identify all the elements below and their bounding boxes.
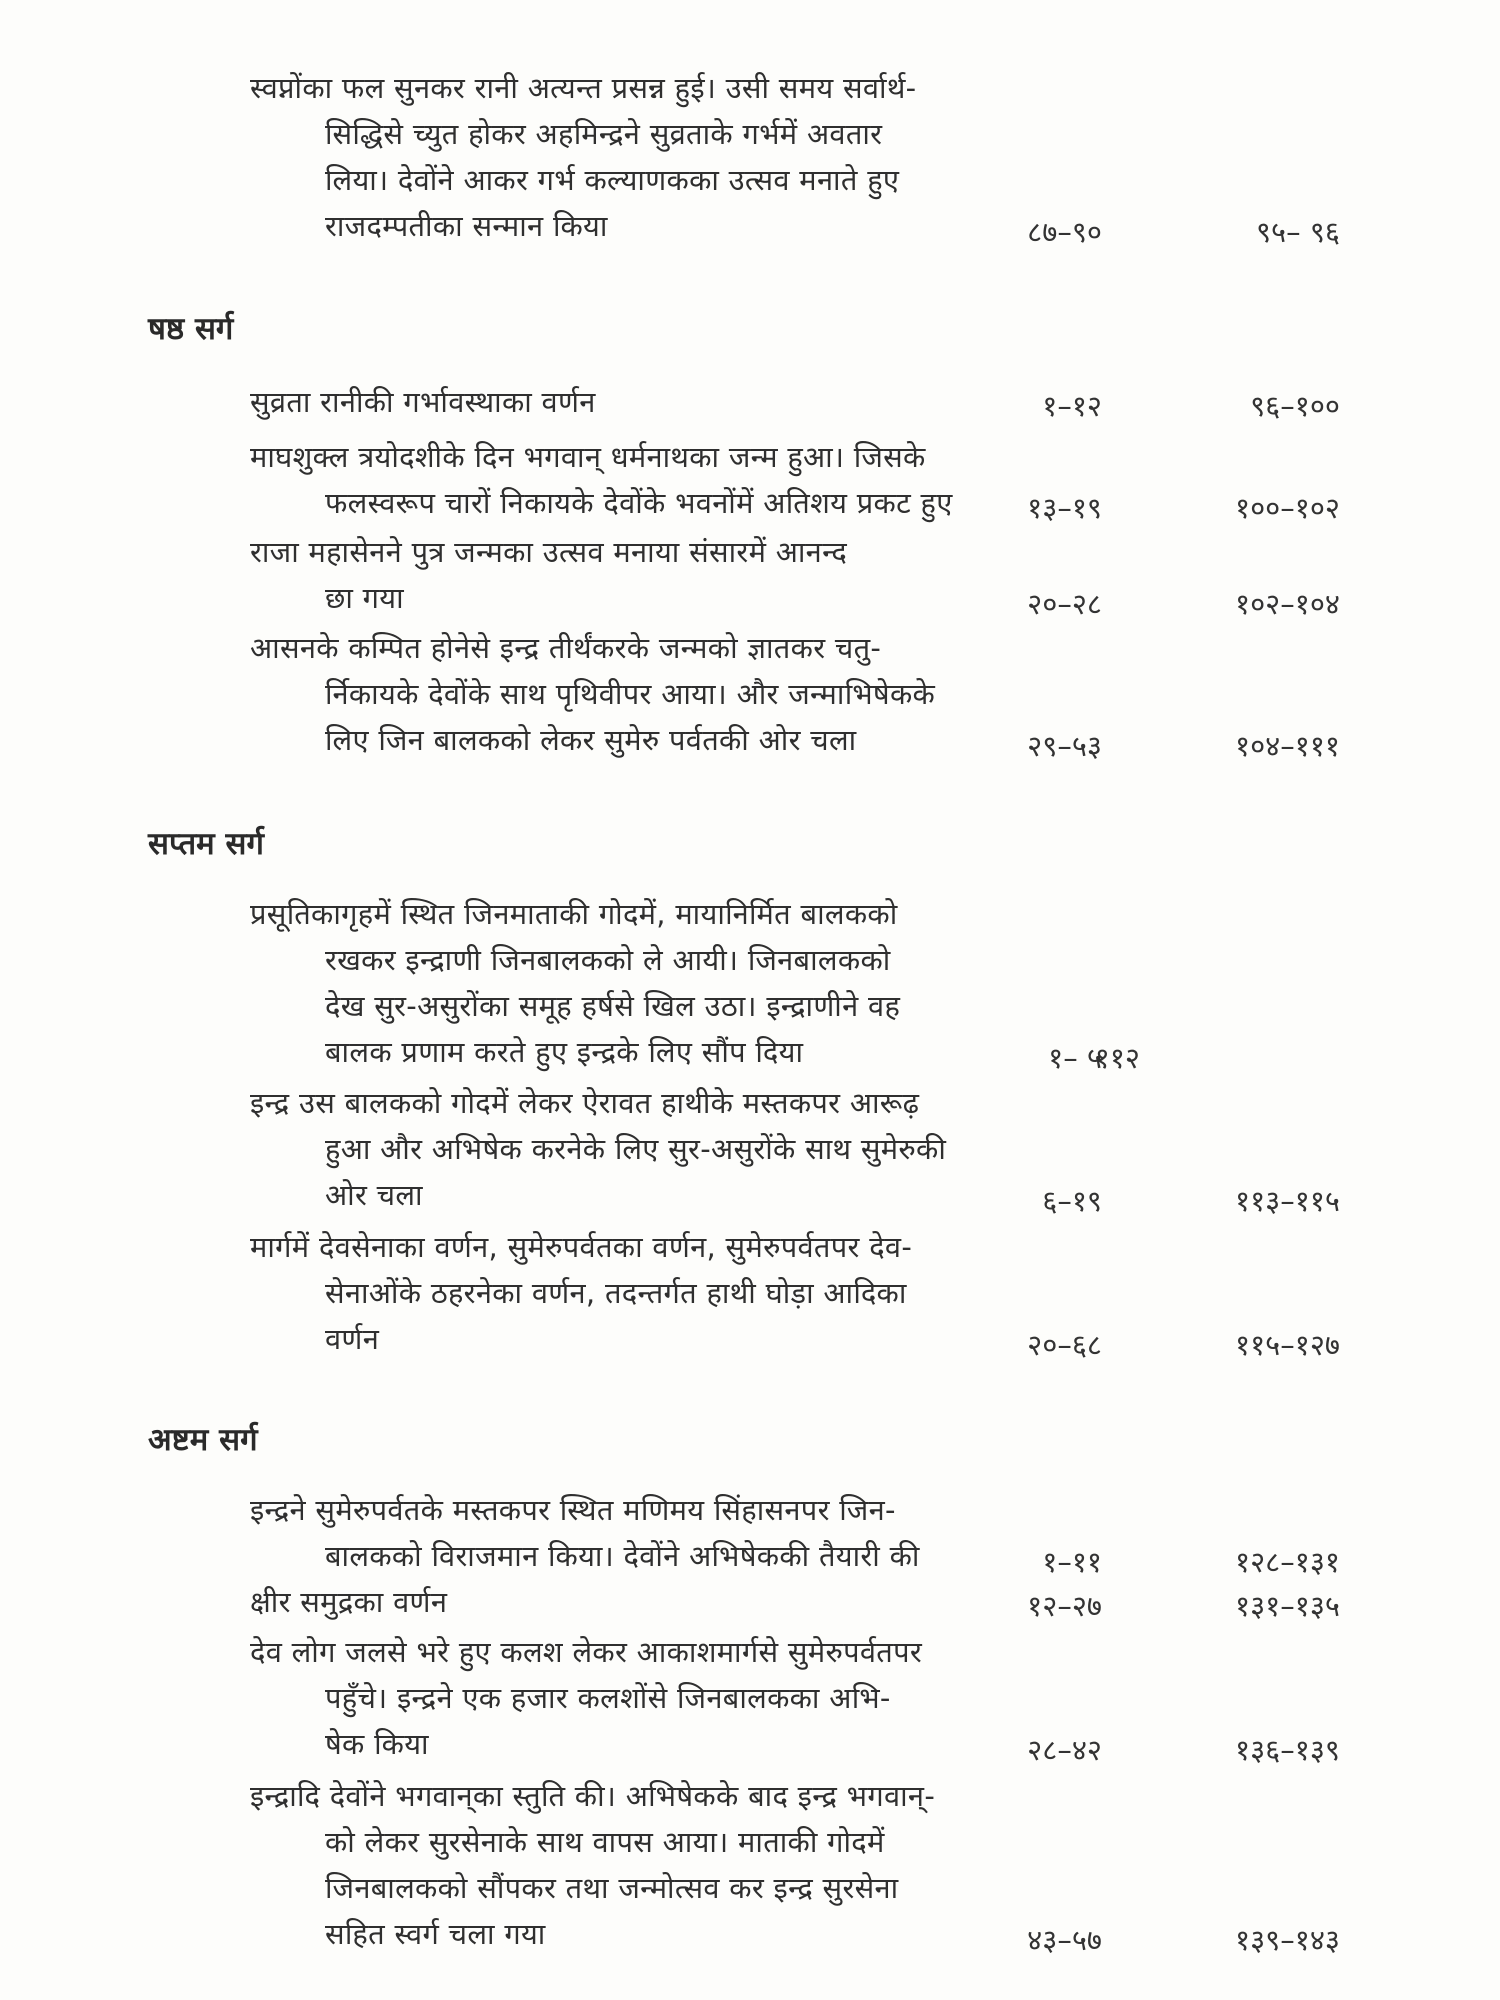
verse-range: ६–१९ <box>1042 1184 1102 1218</box>
page-range: १३१–१३५ <box>1235 1589 1340 1623</box>
section-heading: अष्टम सर्ग <box>148 1422 258 1458</box>
entry-text-line: षेक किया <box>325 1727 429 1761</box>
entry-text-line: लिया। देवोंने आकर गर्भ कल्याणकका उत्सव मनाते हुए <box>325 163 900 197</box>
entry-text-line: राजा महासेनने पुत्र जन्मका उत्सव मनाया संसारमें आनन्द <box>250 535 848 569</box>
section-heading: सप्तम सर्ग <box>148 826 264 862</box>
entry-text-line: वर्णन <box>325 1322 380 1356</box>
entry-text-line: देव लोग जलसे भरे हुए कलश लेकर आकाशमार्गसे सुमेरुपर्वतपर <box>250 1635 923 1669</box>
page-range: ९५– ९६ <box>1255 215 1340 249</box>
entry-text-line: पहुँचे। इन्द्रने एक हजार कलशोंसे जिनबालकका अभि- <box>325 1681 891 1715</box>
entry-text-line: ओर चला <box>325 1178 423 1212</box>
verse-range: ८७–९० <box>1027 215 1102 249</box>
entry-text-line: रखकर इन्द्राणी जिनबालकको ले आयी। जिनबालकको <box>325 943 891 977</box>
entry-text-line: सेनाओंके ठहरनेका वर्णन, तदन्तर्गत हाथी घोड़ा आदिका <box>325 1276 907 1310</box>
entry-text-line: देख सुर-असुरोंका समूह हर्षसे खिल उठा। इन्द्राणीने वह <box>325 989 901 1023</box>
entry-text-line: माघशुक्ल त्रयोदशीके दिन भगवान् धर्मनाथका जन्म हुआ। जिसके <box>250 440 926 474</box>
entry-text-line: स्वप्नोंका फल सुनकर रानी अत्यन्त प्रसन्न हुई। उसी समय सर्वार्थ- <box>250 71 917 105</box>
entry-text-line: आसनके कम्पित होनेसे इन्द्र तीर्थंकरके जन्मको ज्ञातकर चतु- <box>250 631 882 665</box>
entry-text-line: को लेकर सुरसेनाके साथ वापस आया। माताकी गोदमें <box>325 1825 885 1859</box>
verse-range: १– ५ <box>1048 1041 1102 1075</box>
entry-text-line: छा गया <box>325 581 404 615</box>
entry-text-line: इन्द्र उस बालकको गोदमें लेकर ऐरावत हाथीके मस्तकपर आरूढ़ <box>250 1086 920 1120</box>
entry-text-line: हुआ और अभिषेक करनेके लिए सुर-असुरोंके साथ सुमेरुकी <box>325 1132 947 1166</box>
verse-range: २०–६८ <box>1027 1328 1102 1362</box>
entry-text-line: बालक प्रणाम करते हुए इन्द्रके लिए सौंप दिया <box>325 1035 804 1069</box>
page-range: १३६–१३९ <box>1235 1733 1340 1767</box>
page-range: १००–१०२ <box>1235 491 1340 525</box>
page-range: १२८–१३१ <box>1235 1545 1340 1579</box>
entry-text-line: र्निकायके देवोंके साथ पृथिवीपर आया। और जन्माभिषेकके <box>325 677 936 711</box>
section-heading: षष्ठ सर्ग <box>148 311 234 347</box>
page-range: १०४–१११ <box>1235 729 1340 763</box>
page-range: ११३–११५ <box>1235 1184 1340 1218</box>
entry-text-line: जिनबालकको सौंपकर तथा जन्मोत्सव कर इन्द्र सुरसेना <box>325 1871 899 1905</box>
verse-range: १–११ <box>1042 1545 1102 1579</box>
entry-text-line: सुव्रता रानीकी गर्भावस्थाका वर्णन <box>250 385 596 419</box>
entry-text-line: फलस्वरूप चारों निकायके देवोंके भवनोंमें अतिशय प्रकट हुए <box>325 486 953 520</box>
entry-text-line: लिए जिन बालकको लेकर सुमेरु पर्वतकी ओर चला <box>325 723 857 757</box>
entry-text-line: क्षीर समुद्रका वर्णन <box>250 1585 448 1619</box>
page-range: १०२–१०४ <box>1235 587 1340 621</box>
verse-range: १२–२७ <box>1027 1589 1102 1623</box>
entry-text-line: मार्गमें देवसेनाका वर्णन, सुमेरुपर्वतका वर्णन, सुमेरुपर्वतपर देव- <box>250 1230 913 1264</box>
page-range: ११२ <box>1094 1041 1140 1075</box>
page-range: ११५–१२७ <box>1235 1328 1340 1362</box>
verse-range: १–१२ <box>1042 389 1102 423</box>
entry-text-line: इन्द्रादि देवोंने भगवान्‌का स्तुति की। अभिषेकके बाद इन्द्र भगवान्- <box>250 1779 936 1813</box>
page-range: ९६–१०० <box>1250 389 1340 423</box>
verse-range: २८–४२ <box>1027 1733 1102 1767</box>
verse-range: १३–१९ <box>1027 491 1102 525</box>
verse-range: २९–५३ <box>1027 729 1102 763</box>
entry-text-line: बालकको विराजमान किया। देवोंने अभिषेककी तैयारी की <box>325 1539 920 1573</box>
entry-text-line: प्रसूतिकागृहमें स्थित जिनमाताकी गोदमें, मायानिर्मित बालकको <box>250 897 898 931</box>
entry-text-line: राजदम्पतीका सन्मान किया <box>325 209 608 243</box>
entry-text-line: इन्द्रने सुमेरुपर्वतके मस्तकपर स्थित मणिमय सिंहासनपर जिन- <box>250 1493 896 1527</box>
entry-text-line: सिद्धिसे च्युत होकर अहमिन्द्रने सुव्रताके गर्भमें अवतार <box>325 117 883 151</box>
verse-range: २०–२८ <box>1027 587 1102 621</box>
entry-text-line: सहित स्वर्ग चला गया <box>325 1917 546 1951</box>
verse-range: ४३–५७ <box>1027 1923 1102 1957</box>
page-range: १३९–१४३ <box>1235 1923 1340 1957</box>
